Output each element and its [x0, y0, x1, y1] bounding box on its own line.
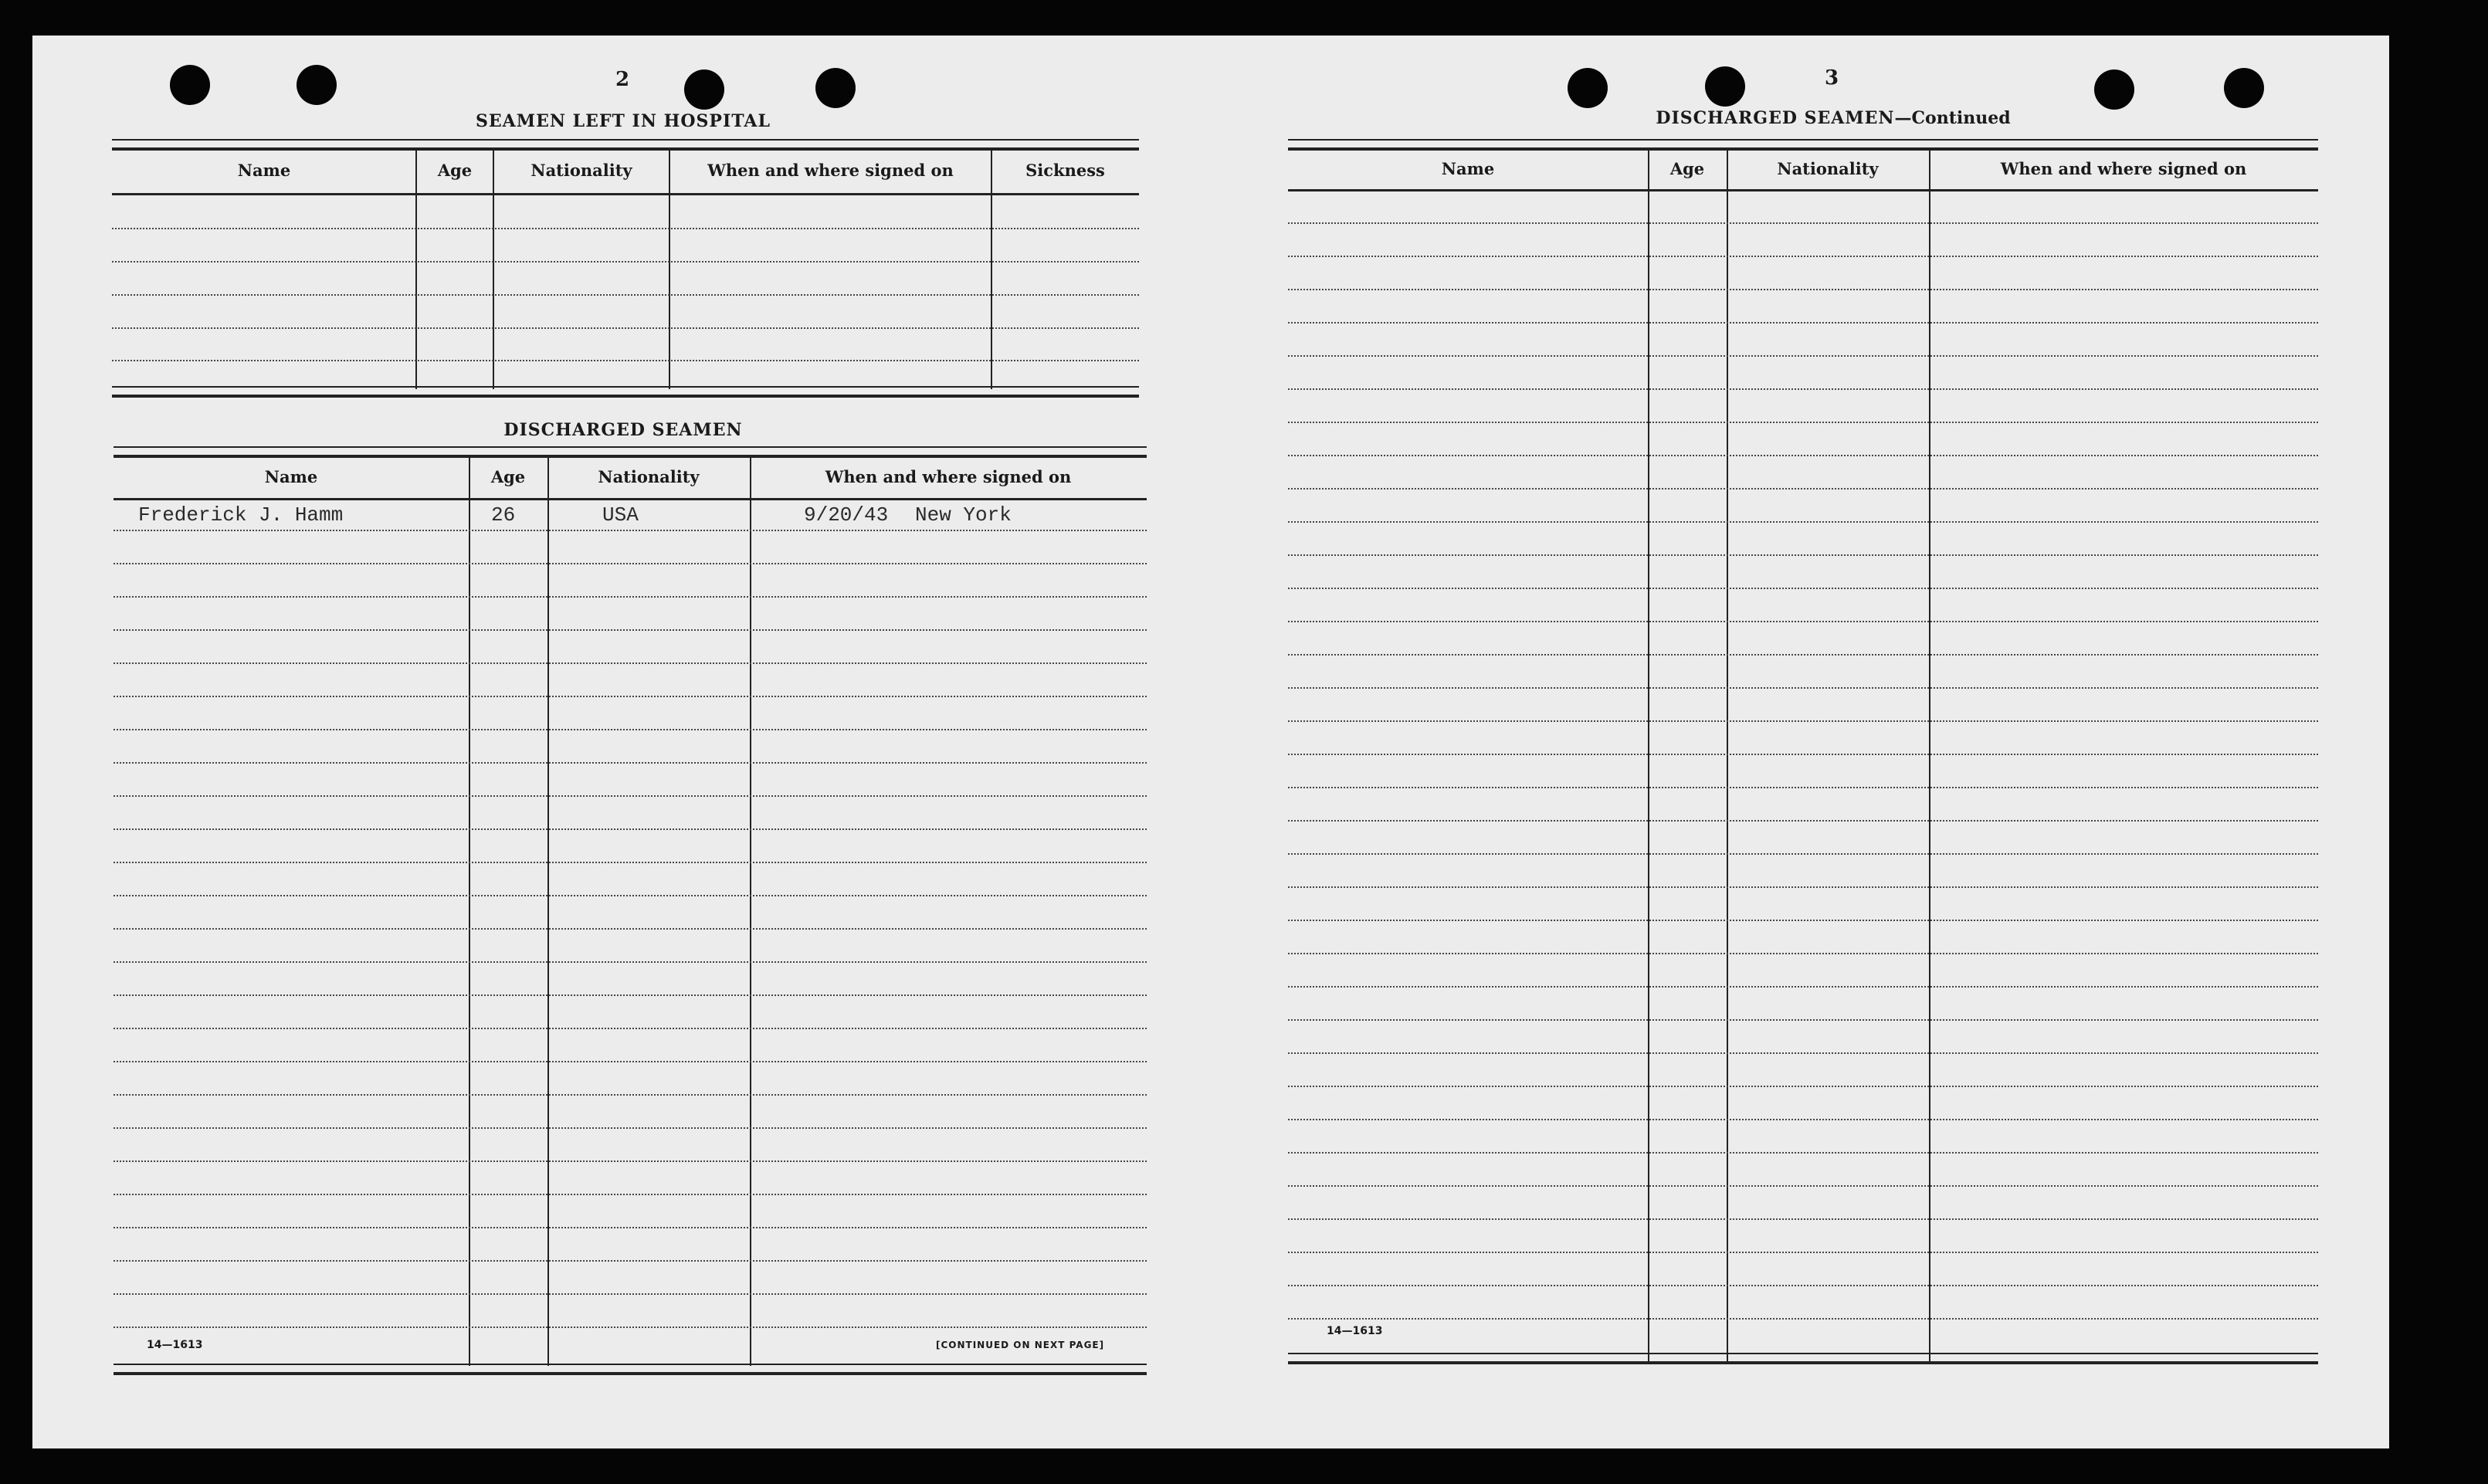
column-divider: [547, 455, 549, 1366]
entry-line: [1288, 1185, 2318, 1187]
entry-line: [1288, 920, 2318, 921]
entry-line: [1288, 1086, 2318, 1087]
column-divider: [991, 147, 992, 389]
entry-line: [114, 895, 1147, 896]
entry-line: [1288, 289, 2318, 290]
column-header-nationality: Nationality: [1777, 158, 1879, 178]
entry-line: [1288, 488, 2318, 490]
page-number: 2: [615, 68, 630, 91]
section-title-suffix: —Continued: [1894, 108, 2011, 128]
punch-hole: [2224, 68, 2264, 108]
punch-hole: [1568, 68, 1608, 108]
column-divider: [750, 455, 751, 1366]
column-header-age: Age: [1669, 158, 1705, 178]
entry-line: [1288, 720, 2318, 722]
entry-line: [1288, 455, 2318, 456]
entry-line: [1288, 820, 2318, 822]
signed-on-date: 9/20/43: [804, 503, 889, 527]
entry-line: [1288, 986, 2318, 988]
column-header-nationality: Nationality: [530, 161, 632, 180]
entry-line: [114, 1194, 1147, 1195]
entry-line: [114, 662, 1147, 664]
punch-hole: [297, 65, 337, 105]
right-page: [1206, 36, 2389, 1448]
discharged-continued-table: [1288, 139, 2318, 1367]
column-header-name: Name: [1441, 158, 1495, 178]
entry-line: [114, 596, 1147, 598]
column-header-signed-on: When and where signed on: [2000, 158, 2247, 178]
punch-hole: [170, 65, 210, 105]
entry-line: [1288, 422, 2318, 423]
entry-line: [114, 961, 1147, 963]
entry-line: [1288, 1119, 2318, 1120]
column-divider: [493, 147, 494, 389]
entry-line: [114, 862, 1147, 863]
entry-line: [1288, 1152, 2318, 1154]
column-header-signed-on: When and where signed on: [825, 466, 1072, 486]
entry-line: [1288, 554, 2318, 556]
entry-line: [114, 1260, 1147, 1262]
entry-line: [114, 828, 1147, 830]
discharged-table: [114, 446, 1147, 1373]
entry-line: [1288, 355, 2318, 357]
column-divider: [669, 147, 670, 389]
entry-line: [1288, 886, 2318, 888]
entry-line: [1288, 256, 2318, 257]
column-divider: [1648, 147, 1649, 1364]
entry-line: [1288, 1252, 2318, 1253]
hospital-table: [112, 139, 1139, 392]
ledger-sheet: [32, 36, 2389, 1448]
column-divider: [1929, 147, 1930, 1364]
entry-line: [1288, 953, 2318, 954]
entry-line: [1288, 754, 2318, 755]
entry-line: [1288, 1019, 2318, 1021]
column-header-sickness: Sickness: [1025, 161, 1105, 180]
entry-line: [1288, 1318, 2318, 1320]
entry-line: [1288, 853, 2318, 855]
discharged-section-title: DISCHARGED SEAMEN: [503, 420, 743, 440]
entry-line: [114, 1293, 1147, 1295]
column-header-name: Name: [237, 161, 291, 180]
column-header-name: Name: [264, 466, 318, 486]
seaman-nationality: USA: [602, 503, 639, 527]
column-divider: [469, 455, 470, 1366]
entry-line: [114, 762, 1147, 764]
column-divider: [415, 147, 417, 389]
page-number: 3: [1824, 66, 1839, 90]
entry-line: [1288, 588, 2318, 589]
column-header-signed-on: When and where signed on: [707, 161, 954, 180]
punch-hole: [684, 69, 724, 110]
column-header-nationality: Nationality: [598, 466, 700, 486]
entry-line: [114, 1160, 1147, 1162]
entry-line: [114, 994, 1147, 996]
seaman-name: Frederick J. Hamm: [138, 503, 344, 527]
entry-line: [114, 563, 1147, 564]
entry-line: [112, 360, 1139, 361]
entry-line: [114, 928, 1147, 930]
seaman-age: 26: [491, 503, 516, 527]
entry-line: [1288, 687, 2318, 689]
table-bottom-rule: [1288, 1353, 2318, 1364]
entry-line: [114, 696, 1147, 697]
entry-line: [1288, 654, 2318, 656]
table-bottom-rule: [114, 1364, 1147, 1375]
entry-line: [114, 530, 1147, 531]
form-number: 14—1613: [1327, 1325, 1383, 1337]
continued-note: [CONTINUED ON NEXT PAGE]: [936, 1340, 1105, 1350]
entry-line: [112, 294, 1139, 296]
entry-line: [1288, 1285, 2318, 1286]
entry-line: [1288, 1052, 2318, 1054]
entry-line: [114, 629, 1147, 631]
entry-line: [114, 1127, 1147, 1129]
entry-line: [114, 795, 1147, 797]
column-header-age: Age: [437, 161, 473, 180]
punch-hole: [1705, 66, 1745, 107]
table-header-row: [114, 455, 1147, 500]
hospital-section-title: SEAMEN LEFT IN HOSPITAL: [476, 111, 771, 131]
section-title-main: DISCHARGED SEAMEN: [1656, 108, 1895, 128]
column-divider: [1727, 147, 1728, 1364]
entry-line: [1288, 322, 2318, 324]
entry-line: [114, 1326, 1147, 1328]
table-header-row: [112, 147, 1139, 195]
entry-line: [114, 1061, 1147, 1062]
entry-line: [1288, 1218, 2318, 1220]
entry-line: [112, 327, 1139, 329]
entry-line: [112, 261, 1139, 263]
entry-line: [1288, 222, 2318, 224]
entry-line: [1288, 621, 2318, 622]
punch-hole: [815, 68, 856, 108]
entry-line: [114, 1028, 1147, 1029]
left-page: [32, 36, 1206, 1448]
entry-line: [114, 729, 1147, 730]
punch-hole: [2094, 69, 2134, 110]
form-number: 14—1613: [147, 1339, 203, 1351]
entry-line: [112, 228, 1139, 229]
entry-line: [1288, 388, 2318, 390]
column-header-age: Age: [490, 466, 526, 486]
table-header-row: [1288, 147, 2318, 191]
entry-line: [1288, 521, 2318, 523]
discharged-continued-title: [1656, 108, 2010, 128]
table-bottom-rule: [112, 386, 1139, 398]
signed-on-place: New York: [915, 503, 1012, 527]
entry-line: [1288, 787, 2318, 788]
entry-line: [114, 1227, 1147, 1228]
entry-line: [114, 1094, 1147, 1096]
